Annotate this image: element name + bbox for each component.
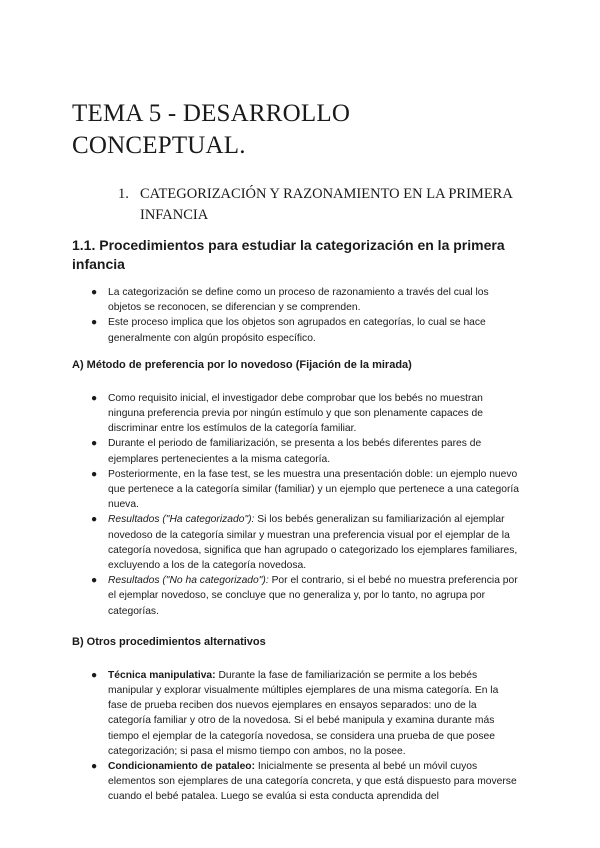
list-item: ● Resultados ("No ha categorizado"): Por el contrario, si el bebé no muestra preferencia por el ejemplar novedoso, se concluye que no generaliza y, por lo tanto, no agrupa por categorías.: [91, 575, 518, 617]
list-item: ● La categorización se define como un proceso de razonamiento a través del cual los objetos se reconocen, se diferencian y se comprenden.: [91, 287, 489, 314]
result-label: Resultados ("No ha categorizado"):: [108, 575, 269, 587]
bullet-icon: ●: [91, 287, 98, 298]
term-label: Condicionamiento de pataleo:: [108, 761, 256, 773]
method-a-bullet-list: [72, 391, 520, 619]
section-title: CATEGORIZACIÓN Y RAZONAMIENTO EN LA PRIMERA INFANCIA: [140, 186, 513, 223]
list-item: ● Durante el periodo de familiarización, se presenta a los bebés diferentes pares de ejemplares pertenecientes a la misma categoría.: [91, 438, 482, 465]
section-heading: [72, 184, 520, 226]
list-item: ● Condicionamiento de pataleo: Inicialmente se presenta al bebé un móvil cuyos elementos son ejemplares de una categoría concreta, y que está dispuesto para moverse cuando el bebé patalea. Luego se evalúa si esta conducta aprendida del: [91, 761, 517, 803]
method-b-bullet-list: [72, 668, 520, 805]
title-line-2: CONCEPTUAL.: [72, 132, 246, 159]
list-item: ● Posteriormente, en la fase test, se les muestra una presentación doble: un ejemplo nuevo que pertenece a la categoría similar (familiar) y un ejemplo que pertenece a una categoría nueva.: [91, 468, 519, 511]
method-a-heading: A) Método de preferencia por lo novedoso (Fijación de la mirada): [72, 358, 412, 371]
bullet-icon: ●: [91, 392, 98, 404]
method-b-heading: B) Otros procedimientos alternativos: [72, 635, 266, 648]
bullet-icon: ●: [91, 438, 98, 450]
bullet-icon: ●: [91, 317, 98, 329]
subsection-heading: 1.1. Procedimientos para estudiar la categorización en la primera infancia: [72, 237, 505, 272]
result-label: Resultados ("Ha categorizado"):: [108, 514, 255, 526]
list-item: ● Técnica manipulativa: Durante la fase de familiarización se permite a los bebés manipular y explorar visualmente múltiples ejemplares de una misma categoría. En la fase de prueba reciben dos nuevos ejemplares en ensayos separados: uno de la categoría familiar y otro de la novedosa. Si el bebé manipula y examina durante más tiempo el ejemplar de la categoría novedosa, se considera una prueba de que posee categorización; si pasa el mismo tiempo con ambos, no la posee.: [91, 669, 499, 757]
list-item: ● Resultados ("Ha categorizado"): Si los bebés generalizan su familiarización al ejemplar novedoso de la categoría similar y muestran una preferencia visual por el ejemplar de la categoría novedosa, significa que han agrupado o categorizado los ejemplares familiares, excluyendo a los de la categoría novedosa.: [91, 514, 518, 572]
bullet-icon: ●: [91, 575, 98, 587]
bullet-icon: ●: [91, 514, 98, 526]
bullet-icon: ●: [91, 761, 98, 773]
bullet-icon: ●: [91, 468, 98, 480]
intro-bullet-list: [72, 285, 520, 346]
list-item: ● Este proceso implica que los objetos son agrupados en categorías, lo cual se hace generalmente con algún propósito específico.: [91, 317, 486, 344]
section-number: 1.: [118, 186, 129, 202]
bullet-icon: ●: [91, 669, 98, 681]
title-line-1: TEMA 5 - DESARROLLO: [72, 100, 351, 127]
list-item: ● Como requisito inicial, el investigador debe comprobar que los bebés no muestran ninguna preferencia previa por ningún estímulo y que son plenamente capaces de discriminar entre los estímulos de la categoría familiar.: [91, 392, 483, 435]
document-title: [72, 98, 520, 162]
term-label: Técnica manipulativa:: [108, 669, 216, 681]
